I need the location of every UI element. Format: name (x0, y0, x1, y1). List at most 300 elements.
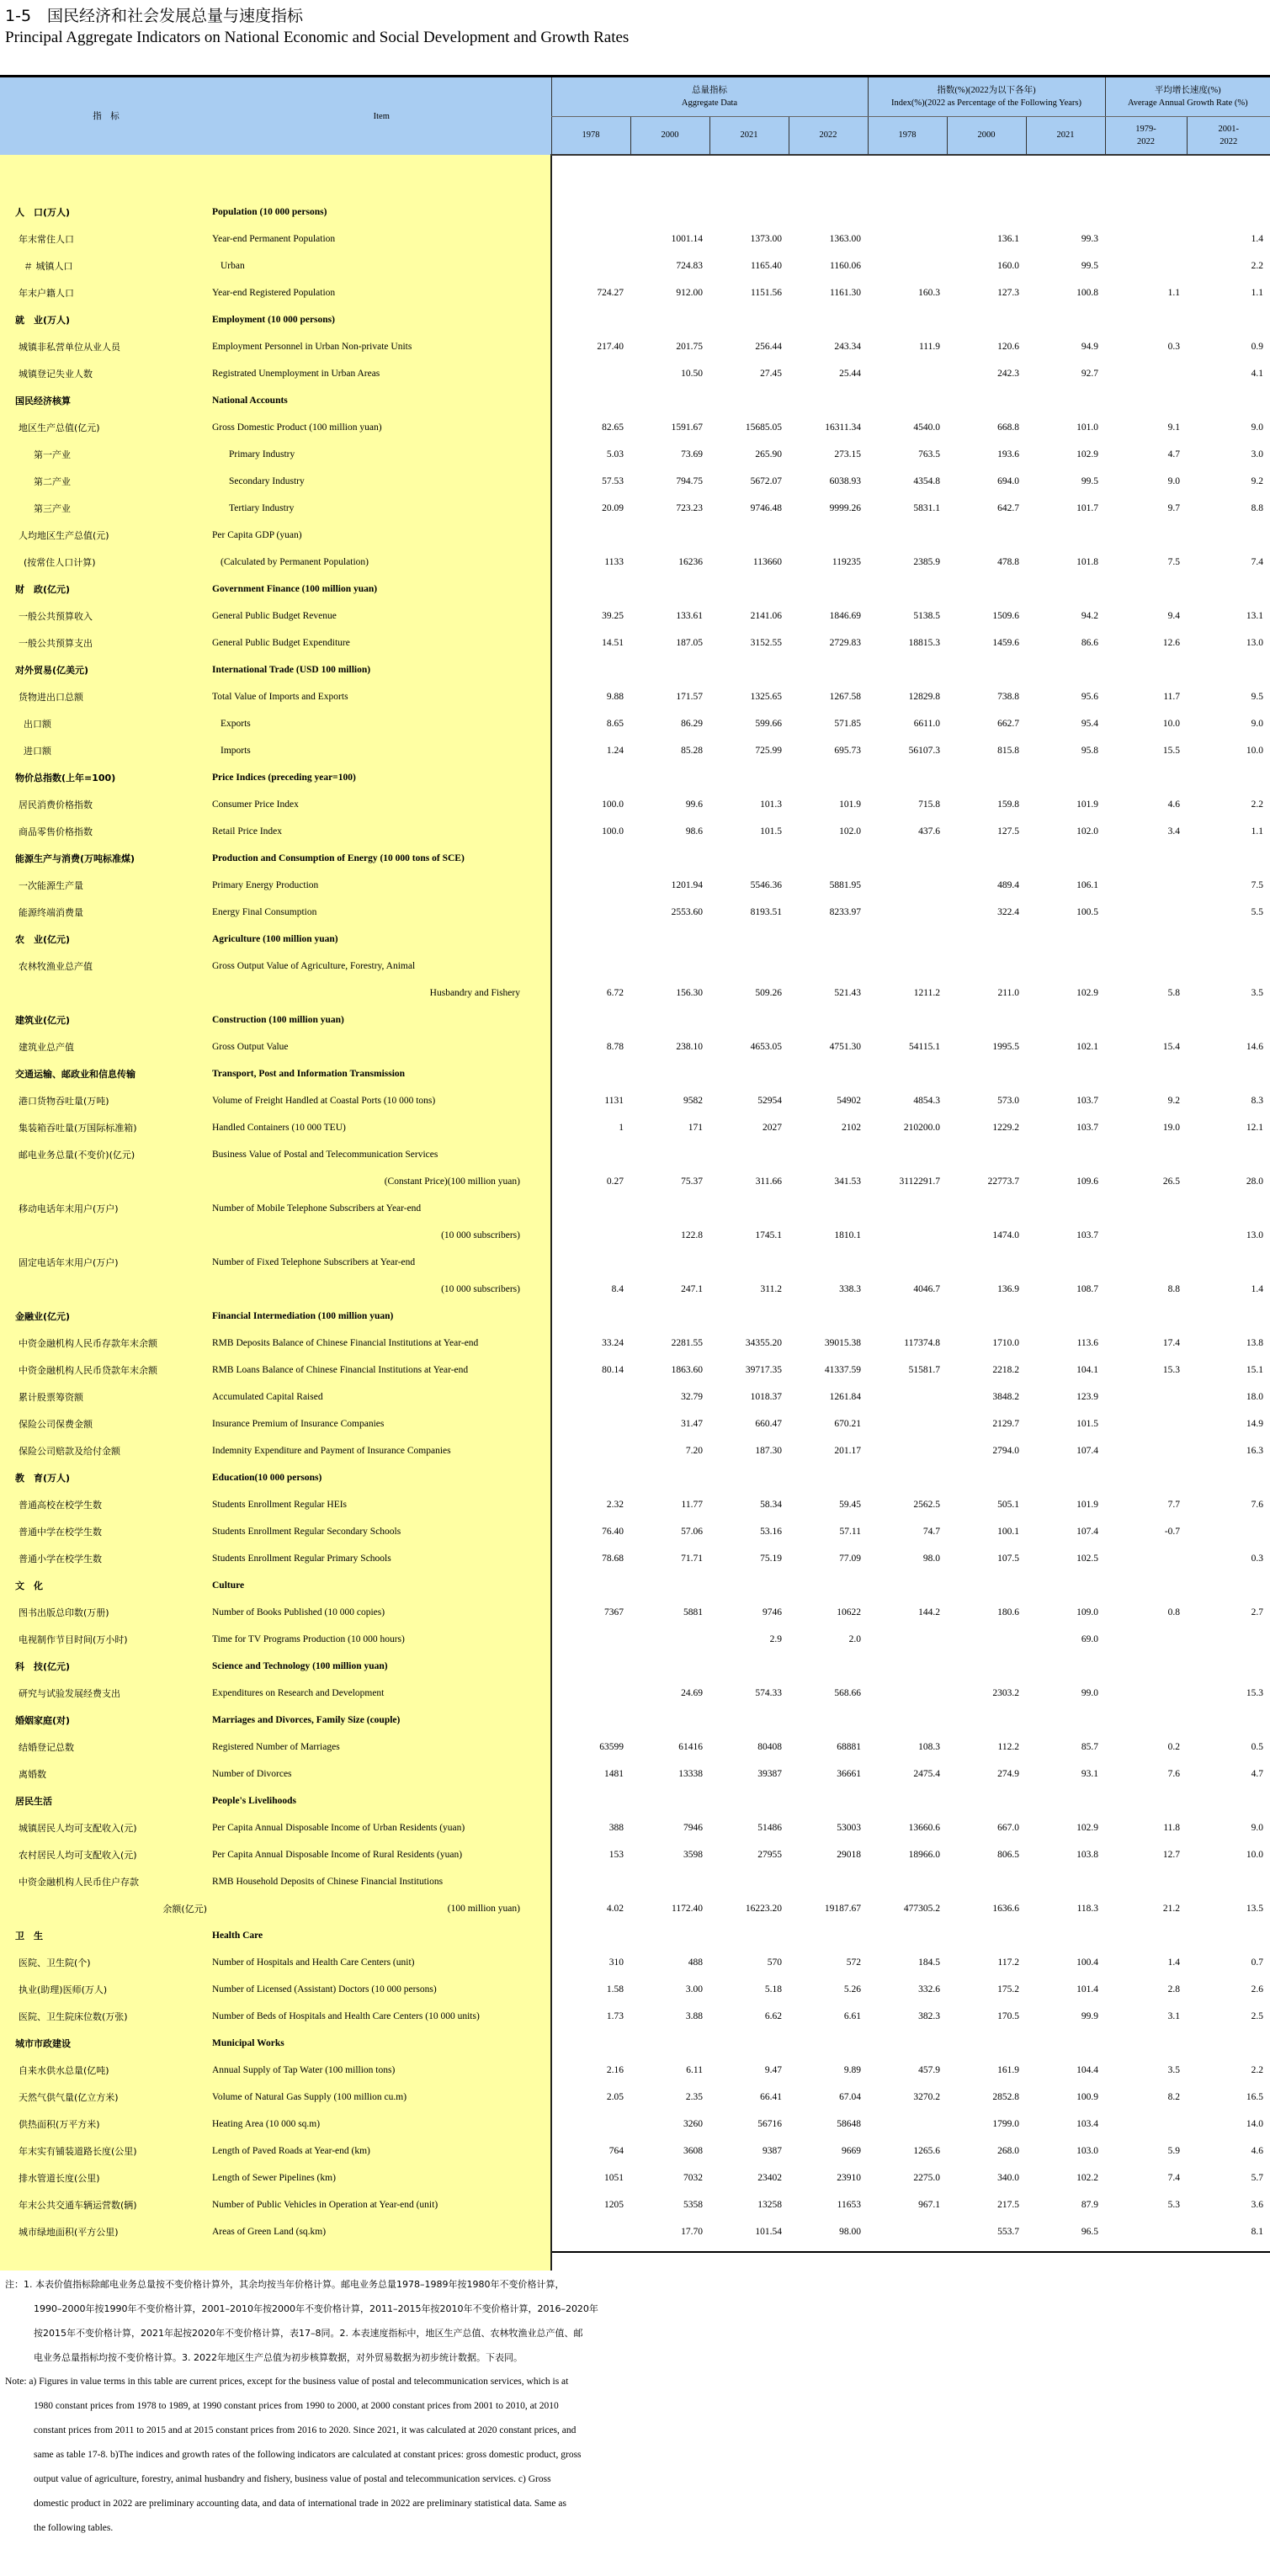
indicator-name-en: Number of Licensed (Assistant) Doctors (10 000 persons) (212, 1976, 551, 2003)
value-cell (551, 1464, 630, 1491)
value-cell (1187, 1653, 1270, 1680)
value-cell (1026, 1922, 1105, 1949)
value-cell (630, 1572, 709, 1599)
indicator-name-cn: 财 政(亿元) (0, 576, 212, 603)
value-cell (551, 2111, 630, 2138)
value-cell (947, 576, 1026, 603)
value-cell (789, 845, 868, 872)
value-cell (868, 1572, 947, 1599)
header-year: 2021 (1026, 116, 1105, 155)
value-cell: 184.5 (918, 1957, 940, 1968)
indicator-name-cn: (按常住人口计算) (0, 549, 212, 576)
indicator-name-cn: 普通小学在校学生数 (0, 1545, 212, 1572)
value-cell: 56716 (757, 2119, 782, 2129)
value-cell: 1051 (551, 2164, 630, 2191)
value-cell: 39015.38 (824, 1338, 861, 1348)
value-cell (1105, 899, 1187, 926)
value-cell (1105, 1410, 1187, 1437)
value-cell (1105, 522, 1187, 549)
indicator-name-cn: 医院、卫生院床位数(万张) (0, 2003, 212, 2030)
indicator-name-en: Length of Paved Roads at Year-end (km) (212, 2138, 551, 2164)
indicator-name-cn: 普通高校在校学生数 (0, 1491, 212, 1518)
indicator-name-en: Students Enrollment Regular Secondary Schools (212, 1518, 551, 1545)
note-en-line: same as table 17-8. b)The indices and growth rates of the following indicators are calculated at constant prices: gross domestic product, gross (34, 2450, 582, 2460)
value-cell: 1265.6 (913, 2146, 940, 2156)
value-cell: 10.0 (1162, 719, 1181, 729)
value-cell (551, 1868, 630, 1895)
value-cell (868, 926, 947, 953)
value-cell: 102.1 (1076, 1042, 1099, 1052)
value-cell: 12.7 (1162, 1850, 1181, 1860)
value-cell (709, 1060, 789, 1087)
value-cell (1187, 1249, 1270, 1276)
value-cell (1105, 1572, 1187, 1599)
value-cell: 18966.0 (908, 1850, 940, 1860)
value-cell: 7367 (551, 1599, 630, 1626)
indicator-name-cn: 金融业(亿元) (0, 1303, 212, 1330)
value-cell: 76.40 (551, 1518, 630, 1545)
value-cell: 39717.35 (745, 1365, 782, 1375)
table-row (0, 1814, 1270, 1841)
indicator-name-cn (0, 980, 212, 1006)
empty-cell (947, 155, 1026, 199)
header-period: 2001- 2022 (1187, 116, 1270, 155)
value-cell: 11653 (837, 2200, 861, 2210)
value-cell (1105, 1653, 1187, 1680)
value-cell (709, 845, 789, 872)
value-cell (947, 1249, 1026, 1276)
value-cell: 3.1 (1167, 2011, 1181, 2021)
table-row (0, 1437, 1270, 1464)
value-cell: 8.8 (1167, 1284, 1181, 1294)
value-cell (868, 360, 947, 387)
indicator-name-cn: 居民消费价格指数 (0, 791, 212, 818)
value-cell: 101.8 (1076, 557, 1099, 567)
note-cn-line: 电业务总量指标均按不变价格计算。3. 2022年地区生产总值为初步核算数据，对外贸易数据为初步统计数据。下表同。 (34, 2352, 523, 2363)
value-cell: 0.27 (551, 1168, 630, 1195)
value-cell (868, 199, 947, 226)
value-cell: 117374.8 (904, 1338, 940, 1348)
value-cell: 2102 (842, 1123, 861, 1133)
value-cell (1105, 764, 1187, 791)
value-cell (789, 1006, 868, 1033)
value-cell (789, 1060, 868, 1087)
value-cell: 100.0 (551, 818, 630, 845)
value-cell: 63599 (551, 1734, 630, 1761)
indicator-name-en: Education(10 000 persons) (212, 1464, 551, 1491)
value-cell (551, 387, 630, 414)
value-cell: 2.7 (1251, 1607, 1264, 1617)
indicator-name-cn: 电视制作节目时间(万小时) (0, 1626, 212, 1653)
value-cell: 102.2 (1076, 2173, 1099, 2183)
value-cell: 2129.7 (992, 1419, 1019, 1429)
value-cell (1026, 306, 1105, 333)
value-cell: 505.1 (997, 1500, 1019, 1510)
value-cell: 11.77 (681, 1500, 703, 1510)
indicator-name-cn: 年末实有铺装道路长度(公里) (0, 2138, 212, 2164)
value-cell (1026, 199, 1105, 226)
value-cell (709, 522, 789, 549)
value-cell: 95.6 (1081, 692, 1099, 702)
section-row (0, 656, 1270, 683)
indicator-name-en: Insurance Premium of Insurance Companies (212, 1410, 551, 1437)
value-cell (1105, 306, 1187, 333)
table-row (0, 1680, 1270, 1707)
value-cell: 98.00 (839, 2227, 861, 2237)
value-cell (551, 1384, 630, 1410)
value-cell (1187, 306, 1270, 333)
value-cell: 15.3 (1246, 1688, 1264, 1698)
value-cell: 7032 (683, 2173, 703, 2183)
indicator-name-en: Per Capita Annual Disposable Income of Rural Residents (yuan) (212, 1841, 551, 1868)
value-cell: 1810.1 (834, 1230, 861, 1240)
value-cell: 122.8 (681, 1230, 703, 1240)
table-row (0, 1087, 1270, 1114)
value-cell: 127.5 (997, 826, 1019, 837)
value-cell: 8.8 (1251, 503, 1264, 513)
value-cell: 217.40 (551, 333, 630, 360)
value-cell: 8.3 (1251, 1096, 1264, 1106)
empty-cell (947, 2245, 1026, 2271)
table-row (0, 1195, 1270, 1222)
table-row (0, 468, 1270, 495)
value-cell: 26.5 (1162, 1176, 1181, 1187)
value-cell: 1.73 (551, 2003, 630, 2030)
value-cell: 102.9 (1076, 449, 1099, 459)
section-row (0, 764, 1270, 791)
indicator-name-cn: 人均地区生产总值(元) (0, 522, 212, 549)
value-cell: 171.57 (676, 692, 703, 702)
value-cell: 0.8 (1167, 1607, 1181, 1617)
value-cell: -0.7 (1164, 1527, 1181, 1537)
value-cell (1105, 576, 1187, 603)
indicator-name-en: Year-end Permanent Population (212, 226, 551, 252)
value-cell: 457.9 (918, 2065, 940, 2075)
value-cell: 570 (767, 1957, 782, 1968)
value-cell (947, 926, 1026, 953)
indicator-name-cn: 第三产业 (0, 495, 212, 522)
value-cell (709, 1195, 789, 1222)
value-cell: 103.4 (1076, 2119, 1099, 2129)
value-cell: 247.1 (681, 1284, 703, 1294)
value-cell (1105, 1249, 1187, 1276)
value-cell: 3.5 (1167, 2065, 1181, 2075)
value-cell: 7946 (683, 1823, 703, 1833)
value-cell (709, 576, 789, 603)
indicator-name-en: Gross Domestic Product (100 million yuan) (212, 414, 551, 441)
header-growth-rate: 平均增长速度(%) Average Annual Growth Rate (%) (1105, 77, 1270, 116)
value-cell (868, 1626, 947, 1653)
value-cell (947, 656, 1026, 683)
value-cell: 553.7 (997, 2227, 1019, 2237)
value-cell (630, 656, 709, 683)
indicator-name-cn: 居民生活 (0, 1787, 212, 1814)
value-cell: 1205 (551, 2191, 630, 2218)
value-cell (709, 1141, 789, 1168)
indicator-name-cn: 城镇居民人均可支配收入(元) (0, 1814, 212, 1841)
indicator-name-cn: 人 口(万人) (0, 199, 212, 226)
indicator-name-cn: 地区生产总值(亿元) (0, 414, 212, 441)
value-cell: 21.2 (1162, 1904, 1181, 1914)
value-cell: 2.16 (551, 2057, 630, 2084)
value-cell: 153 (551, 1841, 630, 1868)
value-cell: 341.53 (834, 1176, 861, 1187)
value-cell: 13.0 (1246, 638, 1264, 648)
value-cell (789, 926, 868, 953)
indicator-name-cn: 文 化 (0, 1572, 212, 1599)
value-cell (551, 306, 630, 333)
value-cell: 2281.55 (671, 1338, 703, 1348)
indicator-name-en: National Accounts (212, 387, 551, 414)
value-cell: 599.66 (755, 719, 782, 729)
table-row (0, 1761, 1270, 1787)
value-cell: 118.3 (1076, 1904, 1099, 1914)
indicator-name-en: Health Care (212, 1922, 551, 1949)
value-cell: 107.4 (1076, 1446, 1099, 1456)
value-cell: 8.1 (1251, 2227, 1264, 2237)
value-cell: 3598 (683, 1850, 703, 1860)
value-cell: 1325.65 (750, 692, 782, 702)
value-cell: 2562.5 (913, 1500, 940, 1510)
value-cell: 15.4 (1162, 1042, 1181, 1052)
indicator-name-en: Employment Personnel in Urban Non-private Units (212, 333, 551, 360)
section-row (0, 845, 1270, 872)
value-cell: 9582 (683, 1096, 703, 1106)
value-cell (868, 2030, 947, 2057)
table-row (0, 1033, 1270, 1060)
empty-cell (551, 155, 630, 199)
value-cell (709, 1303, 789, 1330)
value-cell: 725.99 (755, 746, 782, 756)
value-cell: 723.23 (676, 503, 703, 513)
value-cell: 112.2 (997, 1742, 1019, 1752)
indicator-name-en: Imports (212, 737, 551, 764)
value-cell: 101.54 (755, 2227, 782, 2237)
value-cell: 488 (688, 1957, 703, 1968)
value-cell: 16311.34 (825, 422, 861, 433)
note-cn-line: 注：1. 本表价值指标除邮电业务总量按不变价格计算外，其余均按当年价格计算。邮电业务总量1978–1989年按1980年不变价格计算， (5, 2279, 565, 2290)
value-cell (1187, 1707, 1270, 1734)
value-cell: 4854.3 (913, 1096, 940, 1106)
value-cell: 57.53 (551, 468, 630, 495)
indicator-name-cn: 一次能源生产量 (0, 872, 212, 899)
value-cell: 175.2 (997, 1984, 1019, 1994)
value-cell: 39387 (757, 1769, 782, 1779)
empty-cell (1105, 155, 1187, 199)
value-cell: 1.4 (1167, 1957, 1181, 1968)
table-row (0, 1330, 1270, 1357)
value-cell: 738.8 (997, 692, 1019, 702)
section-row (0, 387, 1270, 414)
indicator-name-cn: 一般公共预算收入 (0, 603, 212, 629)
indicator-name-cn: 余额(亿元) (0, 1895, 212, 1922)
indicator-name-en: Indemnity Expenditure and Payment of Insurance Companies (212, 1437, 551, 1464)
value-cell: 107.4 (1076, 1527, 1099, 1537)
value-cell: 10622 (837, 1607, 861, 1617)
value-cell (1026, 1195, 1105, 1222)
value-cell (868, 1922, 947, 1949)
value-cell (551, 1249, 630, 1276)
value-cell: 101.5 (760, 826, 782, 837)
indicator-name-en: Transport, Post and Information Transmission (212, 1060, 551, 1087)
value-cell (1105, 199, 1187, 226)
indicator-name-en: Retail Price Index (212, 818, 551, 845)
value-cell (789, 1464, 868, 1491)
value-cell (551, 926, 630, 953)
value-cell (1187, 1518, 1270, 1545)
value-cell: 0.7 (1251, 1957, 1264, 1968)
value-cell: 56107.3 (908, 746, 940, 756)
value-cell (709, 199, 789, 226)
value-cell: 1481 (551, 1761, 630, 1787)
value-cell (1105, 1006, 1187, 1033)
value-cell (551, 1680, 630, 1707)
value-cell: 806.5 (997, 1850, 1019, 1860)
value-cell: 170.5 (997, 2011, 1019, 2021)
value-cell: 2475.4 (913, 1769, 940, 1779)
value-cell: 3.5 (1251, 988, 1264, 998)
value-cell (630, 1195, 709, 1222)
value-cell (630, 199, 709, 226)
value-cell: 6.72 (551, 980, 630, 1006)
value-cell: 4.7 (1167, 449, 1181, 459)
value-cell (709, 764, 789, 791)
value-cell: 93.1 (1081, 1769, 1099, 1779)
header-year: 1978 (551, 116, 630, 155)
value-cell: 8.4 (551, 1276, 630, 1303)
value-cell: 574.33 (755, 1688, 782, 1698)
value-cell (868, 845, 947, 872)
value-cell: 100.9 (1076, 2092, 1099, 2102)
indicator-name-cn: 出口额 (0, 710, 212, 737)
value-cell: 660.47 (755, 1419, 782, 1429)
value-cell: 794.75 (676, 476, 703, 486)
indicator-name-en: Annual Supply of Tap Water (100 million tons) (212, 2057, 551, 2084)
value-cell: 478.8 (997, 557, 1019, 567)
value-cell: 75.37 (681, 1176, 703, 1187)
note-en-line: output value of agriculture, forestry, animal husbandry and fishery, business value of postal and telecommunication services. c) Gross (34, 2474, 551, 2484)
value-cell: 39.25 (551, 603, 630, 629)
value-cell: 54902 (837, 1096, 861, 1106)
indicator-name-cn: 研究与试验发展经费支出 (0, 1680, 212, 1707)
value-cell: 101.3 (760, 799, 782, 810)
value-cell (709, 1922, 789, 1949)
value-cell (1187, 1141, 1270, 1168)
value-cell (551, 1195, 630, 1222)
value-cell: 22773.7 (987, 1176, 1019, 1187)
value-cell (1105, 845, 1187, 872)
indicator-name-en: Population (10 000 persons) (212, 199, 551, 226)
empty-cell (0, 2245, 212, 2271)
value-cell (868, 899, 947, 926)
indicator-name-cn: 能源生产与消费(万吨标准煤) (0, 845, 212, 872)
value-cell: 57.11 (839, 1527, 861, 1537)
empty-cell (212, 155, 551, 199)
indicator-name-cn: 卫 生 (0, 1922, 212, 1949)
indicator-name-cn: 婚姻家庭(对) (0, 1707, 212, 1734)
value-cell: 1267.58 (829, 692, 861, 702)
value-cell: 5.26 (843, 1984, 861, 1994)
value-cell (1187, 1787, 1270, 1814)
value-cell: 19187.67 (824, 1904, 861, 1914)
indicator-name-en: Gross Output Value (212, 1033, 551, 1060)
value-cell: 86.29 (681, 719, 703, 729)
value-cell: 7.5 (1167, 557, 1181, 567)
value-cell: 123.9 (1076, 1392, 1099, 1402)
value-cell: 171 (688, 1123, 703, 1133)
value-cell: 2729.83 (829, 638, 861, 648)
value-cell (551, 1410, 630, 1437)
indicator-name-en: Heating Area (10 000 sq.m) (212, 2111, 551, 2138)
note-en-line: domestic product in 2022 are preliminary accounting data, and data of international trade in 2022 are preliminary statistical data. Same as (34, 2499, 566, 2509)
value-cell: 274.9 (997, 1769, 1019, 1779)
value-cell (1187, 1868, 1270, 1895)
value-cell: 100.0 (551, 791, 630, 818)
value-cell (1105, 2218, 1187, 2245)
value-cell (868, 1006, 947, 1033)
value-cell: 509.26 (755, 988, 782, 998)
value-cell (630, 1060, 709, 1087)
value-cell (1105, 252, 1187, 279)
empty-cell (1187, 2245, 1270, 2271)
value-cell: 69.0 (1081, 1634, 1099, 1644)
value-cell: 1172.40 (672, 1904, 703, 1914)
value-cell (1105, 2111, 1187, 2138)
value-cell: 489.4 (997, 880, 1019, 890)
value-cell (1026, 387, 1105, 414)
value-cell (551, 1787, 630, 1814)
value-cell (1105, 1141, 1187, 1168)
table-row (0, 1114, 1270, 1141)
value-cell: 1.1 (1251, 826, 1264, 837)
indicator-name-en: Year-end Registered Population (212, 279, 551, 306)
indicator-name-en: RMB Deposits Balance of Chinese Financial Institutions at Year-end (212, 1330, 551, 1357)
empty-cell (1187, 155, 1270, 199)
value-cell: 27.45 (760, 369, 782, 379)
indicator-name-en: (100 million yuan) (212, 1895, 551, 1922)
value-cell: 16.3 (1246, 1446, 1264, 1456)
table-row (0, 899, 1270, 926)
value-cell (551, 1437, 630, 1464)
value-cell: 75.19 (760, 1554, 782, 1564)
table-row (0, 1141, 1270, 1168)
table-row (0, 603, 1270, 629)
value-cell: 1 (551, 1114, 630, 1141)
indicator-name-cn: 中资金融机构人民币存款年末余额 (0, 1330, 212, 1357)
value-cell: 1165.40 (751, 261, 782, 271)
note-en-line: Note: a) Figures in value terms in this table are current prices, except for the business value of postal and telecommunication services, which is at (5, 2377, 569, 2387)
indicator-name-cn: 保险公司保费金额 (0, 1410, 212, 1437)
value-cell (868, 656, 947, 683)
value-cell (1105, 1626, 1187, 1653)
value-cell: 1710.0 (992, 1338, 1019, 1348)
value-cell (1187, 1626, 1270, 1653)
indicator-name-cn: 自来水供水总量(亿吨) (0, 2057, 212, 2084)
indicator-name-cn: 年末公共交通车辆运营数(辆) (0, 2191, 212, 2218)
value-cell: 103.7 (1076, 1096, 1099, 1106)
value-cell: 1229.2 (992, 1123, 1019, 1133)
value-cell (709, 387, 789, 414)
value-cell (630, 953, 709, 980)
note-cn-line: 1990–2000年按1990年不变价格计算，2001–2010年按2000年不变价格计算，2011–2015年按2010年不变价格计算，2016–2020年 (34, 2303, 598, 2314)
value-cell (868, 1195, 947, 1222)
value-cell: 101.7 (1076, 503, 1099, 513)
value-cell: 1.4 (1251, 234, 1264, 244)
value-cell (789, 306, 868, 333)
value-cell (551, 656, 630, 683)
value-cell: 967.1 (918, 2200, 940, 2210)
empty-cell (630, 155, 709, 199)
